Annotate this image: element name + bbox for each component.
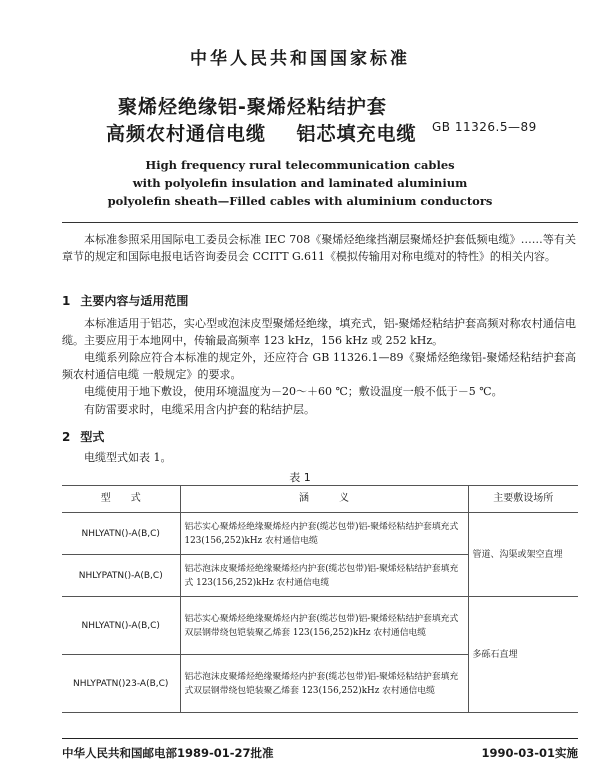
chinese-title-line-1: 聚烯烃绝缘铝-聚烯烃粘结护套	[118, 96, 387, 118]
section-1-heading	[62, 292, 188, 309]
row-2-model: NHLYPATN()-A(B,C)	[62, 555, 180, 597]
cable-type-table	[62, 485, 578, 713]
section-2-text: 电缆型式如表 1。	[84, 451, 172, 464]
standard-number: GB 11326.5—89	[432, 120, 537, 134]
row-3-meaning: 铝芯实心聚烯烃绝缘聚烯烃内护套(缆芯包带)铝-聚烯烃粘结护套填充式双层钢带绕包铠装聚乙烯套 123(156,252)kHz 农村通信电缆	[180, 597, 468, 655]
section-1-paragraph-2: 电缆系列除应符合本标准的规定外，还应符合 GB 11326.1—89《聚烯烃绝缘铝-聚烯烃粘结护套高频农村通信电缆 一般规定》的要求。	[62, 351, 576, 381]
section-1-number: 1	[62, 294, 71, 308]
english-title-line-1: High frequency rural telecommunication cables	[145, 158, 455, 172]
intro-paragraph: 本标准参照采用国际电工委员会标准 IEC 708《聚烯烃绝缘挡潮层聚烯烃护套低频电缆》……等有关章节的规定和国际电报电话咨询委员会 CCITT G.611《模拟传输用对称电缆对的特性》的相关内容。	[62, 233, 576, 263]
section-2-title: 型式	[80, 430, 105, 444]
header-meaning: 涵 义	[180, 486, 468, 513]
section-1-title: 主要内容与适用范围	[80, 294, 189, 308]
table-row	[62, 597, 578, 655]
section-1-paragraph-1: 本标准适用于铝芯，实心型或泡沫皮型聚烯烃绝缘，填充式，铝-聚烯烃粘结护套高频对称农村通信电缆。主要应用于本地网中，传输最高频率 123 kHz，156 kHz 或 252 kHz。	[62, 317, 576, 347]
row-1-model: NHLYATN()-A(B,C)	[62, 513, 180, 555]
implementation-date: 1990-03-01实施	[481, 746, 578, 760]
header-usage: 主要敷设场所	[468, 486, 578, 513]
section-1-paragraph-3: 电缆使用于地下敷设，使用环境温度为－20～＋60 ℃；敷设温度一般不低于－5 ℃。	[84, 385, 503, 398]
approval-line: 中华人民共和国邮电部1989-01-27批准	[62, 746, 274, 760]
chinese-title-line-2: 高频农村通信电缆 铝芯填充电缆	[106, 123, 417, 145]
section-2-number: 2	[62, 430, 71, 444]
english-title-line-3: polyolefin sheath—Filled cables with aluminium conductors	[107, 194, 493, 208]
header-model: 型 式	[62, 486, 180, 513]
table-header-row	[62, 486, 578, 513]
row-1-meaning: 铝芯实心聚烯烃绝缘聚烯烃内护套(缆芯包带)铝-聚烯烃粘结护套填充式 123(156,252)kHz 农村通信电缆	[180, 513, 468, 555]
english-title-line-2: with polyolefin insulation and laminated aluminium	[132, 176, 468, 190]
row-3-model: NHLYATN()-A(B,C)	[62, 597, 180, 655]
footer-divider	[62, 738, 578, 739]
usage-group-2: 多砾石直埋	[468, 597, 578, 713]
section-1-paragraph-4: 有防雷要求时，电缆采用含内护套的粘结护层。	[84, 403, 315, 416]
row-4-meaning: 铝芯泡沫皮聚烯烃绝缘聚烯烃内护套(缆芯包带)铝-聚烯烃粘结护套填充式双层钢带绕包铠装聚乙烯套 123(156,252)kHz 农村通信电缆	[180, 655, 468, 713]
row-4-model: NHLYPATN()23-A(B,C)	[62, 655, 180, 713]
usage-group-1: 管道、沟渠或架空直埋	[468, 513, 578, 597]
row-2-meaning: 铝芯泡沫皮聚烯烃绝缘聚烯烃内护套(缆芯包带)铝-聚烯烃粘结护套填充式 123(156,252)kHz 农村通信电缆	[180, 555, 468, 597]
section-2-heading	[62, 428, 104, 445]
table-caption: 表 1	[289, 471, 311, 484]
title-divider	[62, 222, 578, 223]
table-row	[62, 513, 578, 555]
issuing-country-header: 中华人民共和国国家标准	[190, 49, 410, 69]
